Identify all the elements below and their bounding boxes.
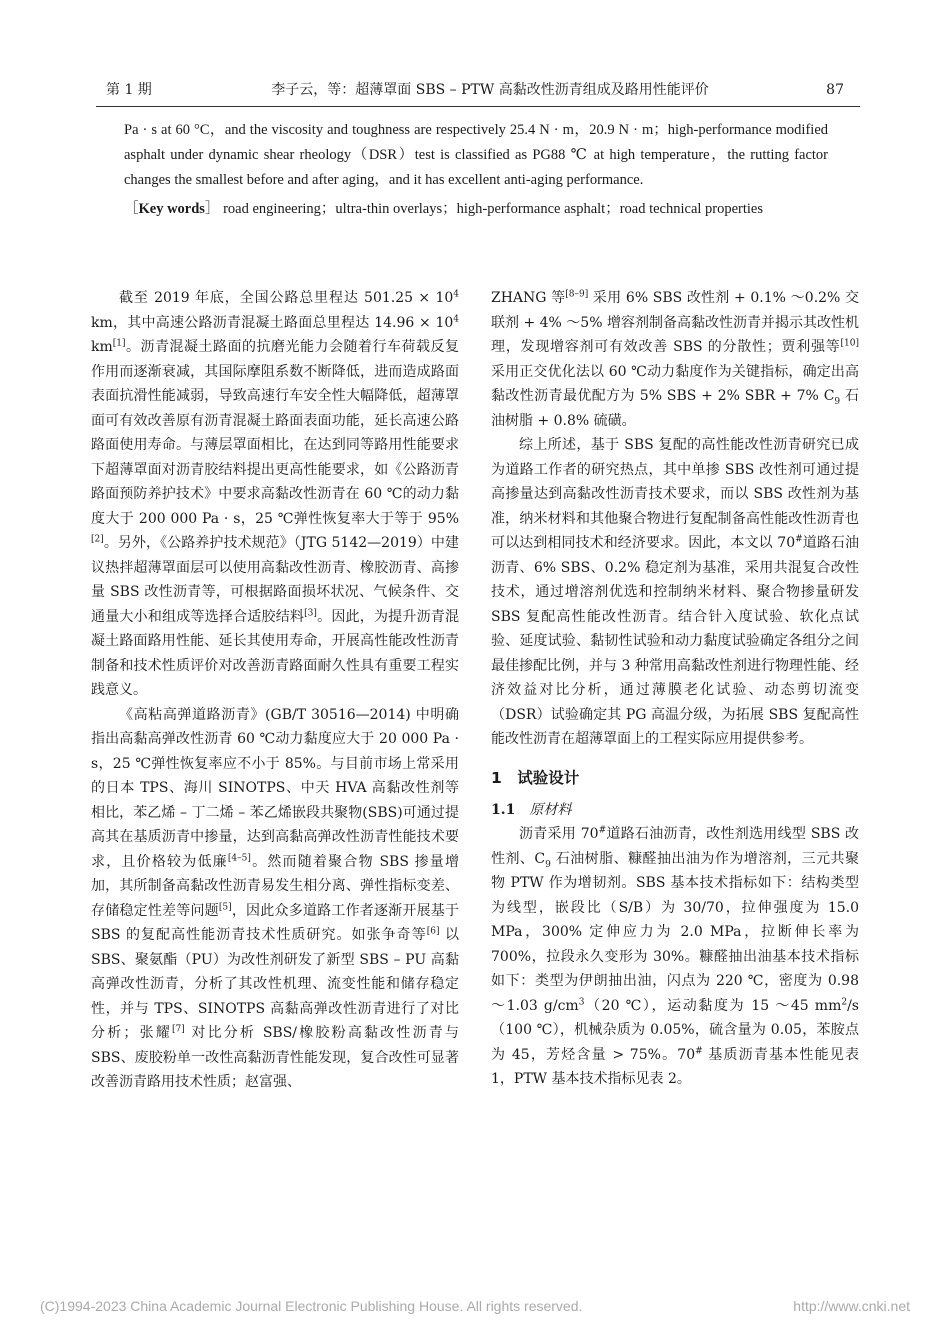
abstract-text: Pa · s at 60 °C，and the viscosity and toughness are respectively 25.4 N · m，20.9 N · m；high-performance modified asphalt under dynamic shear rheology（DSR）test is classified as PG88 ℃ at high temperature，the rutting factor changes the smallest before and after aging，and it has excellent anti-aging performance. [124,122,828,188]
intro-paragraph-1: 截至 2019 年底，全国公路总里程达 $501.25 \times 10^4$ km，其中高速公路沥青混凝土路面总里程达 $14.96 \times 10^4$ km[1]。沥青混凝土路面的抗磨光能力会随着行车荷载反复作用而逐渐衰减，其国际摩阻系数不断降低，进而造成路面表面抗滑性能减弱，导致高速行车安全性大幅降低，超薄罩面可有效改善原有沥青混凝土路面表面功能，延长高速公路路面使用寿命。与薄层罩面相比，在达到同等路用性能要求下超薄罩面对沥青胶结料提出更高性能要求，如《公路沥青路面预防养护技术》中要求高黏改性沥青在 60 ℃的动力黏度大于 200 000 Pa · s，25 ℃弹性恢复率大于等于 95%[2]。另外，《公路养护技术规范》（JTG 5142—2019）中建议热拌超薄罩面层可以使用高黏改性沥青、橡胶沥青、高掺量 SBS 改性沥青等，可根据路面损坏状况、气候条件、交通量大小和组成等选择合适胶结料[3]。因此，为提升沥青混凝土路面路用性能、延长其使用寿命，开展高性能改性沥青制备和技术性质评价对改善沥青路面耐久性具有重要工程实践意义。 [91,289,460,698]
citation: [8–9] [565,289,589,300]
english-abstract [124,118,828,222]
intro-paragraph-3: 综上所述，基于 SBS 复配的高性能改性沥青研究已成为道路工作者的研究热点，其中单掺 SBS 改性剂可通过提高掺量达到高黏改性沥青技术要求，而以 SBS 改性剂为基准，纳米材料和其他聚合物进行复配制备高性能改性沥青也可以达到相同技术和经济要求。因此，本文以 70#道路石油沥青、6% SBS、0.2% 稳定剂为基准，采用共混复合改性技术，通过增溶剂优选和控制纳米材料、聚合物掺量研发 SBS 复配高性能改性沥青。结合针入度试验、软化点试验、延度试验、黏韧性试验和动力黏度试验确定各组分之间最佳掺配比例，并与 3 种常用高黏改性剂进行物理性能、经济效益对比分析，通过薄膜老化试验、动态剪切流变（DSR）试验确定其 PG 高温分级，为拓展 SBS 复配高性能改性沥青在超薄罩面上的工程实际应用提供参考。 [491,437,860,747]
issue-number: 第 1 期 [106,82,152,98]
citation: [6] [426,926,440,937]
citation: [3] [304,607,317,618]
keywords-line [124,197,828,222]
left-column [91,286,459,1095]
subsection-heading-1-1 [491,798,859,823]
citation: [10] [840,338,859,349]
section-heading-1: 1 试验设计 [491,768,580,787]
copyright-notice: (C)1994-2023 China Academic Journal Electronic Publishing House. All rights reserved. [40,1298,583,1314]
page-footer [40,1298,910,1320]
keywords-label: Key words [138,201,205,217]
keywords-open-bracket: ［ [124,201,139,217]
keywords-text: road engineering；ultra-thin overlays；high-performance asphalt；road technical properties [223,201,764,217]
running-title: 李子云，等：超薄罩面 SBS – PTW 高黏改性沥青组成及路用性能评价 [271,82,709,98]
materials-paragraph: 沥青采用 70#道路石油沥青，改性剂选用线型 SBS 改性剂、$C_9$ 石油树脂、糠醛抽出油为作为增溶剂，三元共聚物 PTW 作为增韧剂。SBS 基本技术指标如下：结构类型为线型，嵌段比（S/B）为 30/70，拉伸强度为 15.0 MPa，300% 定伸应力为 2.0 MPa，拉断伸长率为 700%，拉段永久变形为 30%。糠醛抽出油基本技术指标如下：类型为伊朗抽出油，闪点为 220 ℃，密度为 0.98 ～1.03 $g/cm^3(20$ ℃），运动黏度为 15 ～45 $mm^2/s(100$ ℃），机械杂质为 0.05%，硫含量为 0.05，苯胺点为 45，芳烃含量 > 75%。70# 基质沥青基本性能见表 1，PTW 基本技术指标见表 2。 [491,825,860,1087]
citation: [5] [218,901,232,912]
keywords-close-bracket: ］ [204,201,220,217]
citation: [4–5] [227,852,251,863]
page-number: 87 [826,82,844,98]
citation: [1] [112,338,126,349]
subsection-title: 原材料 [529,801,572,818]
subsection-number: 1.1 [491,801,516,818]
citation: [2] [91,534,104,545]
right-column [491,286,859,1092]
intro-paragraph-2-continued: ZHANG 等[8–9] 采用 6% SBS 改性剂 + 0.1% ～0.2% 交联剂 + 4% ～5% 增容剂制备高黏改性沥青并揭示其改性机理，发现增容剂可有效改善 SBS 的分散性；贾利强等[10] 采用正交优化法以 60 ℃动力黏度作为关键指标，确定出高黏改性沥青最优配方为 5% SBS + 2% SBR + 7% $C_9$ 石油树脂 + 0.8% 硫磺。 [491,289,860,429]
header-rule [96,106,860,107]
citation: [7] [172,1024,185,1035]
intro-paragraph-2: 《高粘高弹道路沥青》(GB/T 30516—2014) 中明确指出高黏高弹改性沥青 60 ℃动力黏度应大于 20 000 Pa · s，25 ℃弹性恢复率应不小于 85%。与目前市场上常采用的日本 TPS、海川 SINOTPS、中天 HVA 高黏改性剂等相比，苯乙烯 – 丁二烯 – 苯乙烯嵌段共聚物(SBS)可通过提高其在基质沥青中掺量，达到高黏高弹改性沥青性能技术要求，且价格较为低廉[4–5]。然而随着聚合物 SBS 掺量增加，其所制备高黏改性沥青易发生相分离、弹性指标变差、存储稳定性差等问题[5]，因此众多道路工作者逐渐开展基于 SBS 的复配高性能沥青技术性质研究。如张争奇等[6] 以 SBS、聚氨酯（PU）为改性剂研发了新型 SBS – PU 高黏高弹改性沥青，分析了其改性机理、流变性能和储存稳定性，并与 TPS、SINOTPS 高黏高弹改性沥青进行了对比分析；张耀[7] 对比分析 SBS/橡胶粉高黏改性沥青与 SBS、废胶粉单一改性高黏沥青性能发现，复合改性可显著改善沥青路用技术性质；赵富强、 [91,706,460,1090]
running-header [96,80,856,104]
cnki-url: http://www.cnki.net [793,1298,910,1314]
